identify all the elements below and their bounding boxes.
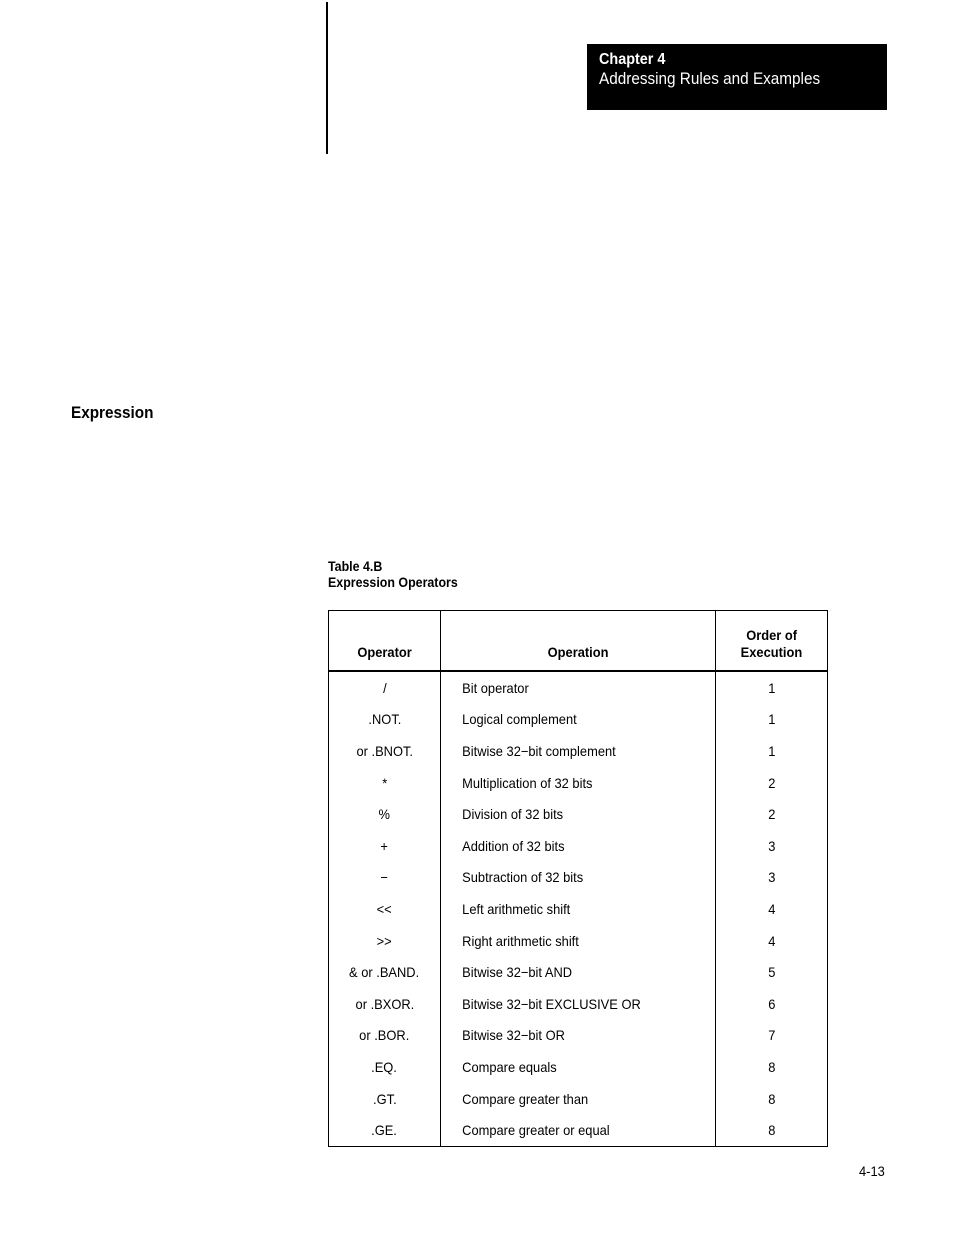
column-header-operator: Operator bbox=[329, 611, 441, 672]
operator-cell: % bbox=[378, 806, 391, 823]
operator-cell: >> bbox=[376, 932, 393, 949]
table-row bbox=[329, 862, 828, 894]
chapter-header bbox=[587, 44, 887, 110]
order-cell: 1 bbox=[716, 735, 828, 767]
operator-cell: + bbox=[380, 837, 389, 854]
table-row bbox=[329, 735, 828, 767]
chapter-label: Chapter 4 bbox=[599, 51, 666, 68]
operator-cell: & or .BAND. bbox=[349, 964, 420, 981]
table-row bbox=[329, 893, 828, 925]
order-cell: 4 bbox=[716, 925, 828, 957]
table-row bbox=[329, 798, 828, 830]
table-row bbox=[329, 671, 828, 704]
order-cell: 1 bbox=[716, 671, 828, 704]
operation-cell: Bitwise 32−bit OR bbox=[441, 1020, 716, 1052]
operation-cell: Compare greater than bbox=[441, 1083, 716, 1115]
table-caption bbox=[328, 559, 458, 591]
order-cell: 3 bbox=[716, 862, 828, 894]
order-cell: 8 bbox=[716, 1051, 828, 1083]
chapter-title: Addressing Rules and Examples bbox=[599, 69, 821, 88]
operator-cell: − bbox=[380, 869, 389, 886]
operation-cell: Logical complement bbox=[441, 704, 716, 736]
table-row bbox=[329, 925, 828, 957]
operator-cell: or .BOR. bbox=[359, 1027, 410, 1044]
order-cell: 7 bbox=[716, 1020, 828, 1052]
column-header-operation: Operation bbox=[441, 611, 716, 672]
table-title: Expression Operators bbox=[328, 575, 458, 590]
operation-cell: Division of 32 bits bbox=[441, 798, 716, 830]
operation-cell: Multiplication of 32 bits bbox=[441, 767, 716, 799]
order-cell: 4 bbox=[716, 893, 828, 925]
table-row bbox=[329, 1020, 828, 1052]
operator-cell: .GE. bbox=[371, 1122, 398, 1139]
operator-cell: << bbox=[376, 900, 393, 917]
table-row bbox=[329, 1083, 828, 1115]
table-header-row bbox=[329, 611, 828, 672]
section-heading: Expression bbox=[71, 403, 154, 422]
operation-cell: Right arithmetic shift bbox=[441, 925, 716, 957]
order-cell: 2 bbox=[716, 798, 828, 830]
margin-rule bbox=[326, 2, 328, 154]
column-header-order: Order of Execution bbox=[716, 611, 828, 672]
table-row bbox=[329, 704, 828, 736]
operator-cell: or .BNOT. bbox=[356, 742, 413, 759]
table-row bbox=[329, 830, 828, 862]
operation-cell: Bitwise 32−bit AND bbox=[441, 956, 716, 988]
operator-cell: or .BXOR. bbox=[355, 995, 414, 1012]
page-number: 4-13 bbox=[859, 1163, 885, 1179]
operator-cell: / bbox=[382, 679, 387, 696]
expression-operators-table bbox=[328, 610, 828, 1147]
operation-cell: Left arithmetic shift bbox=[441, 893, 716, 925]
table-row bbox=[329, 956, 828, 988]
order-cell: 8 bbox=[716, 1083, 828, 1115]
operation-cell: Subtraction of 32 bits bbox=[441, 862, 716, 894]
operator-cell: .NOT. bbox=[368, 711, 401, 728]
operation-cell: Addition of 32 bits bbox=[441, 830, 716, 862]
operation-cell: Bitwise 32−bit EXCLUSIVE OR bbox=[441, 988, 716, 1020]
operation-cell: Compare equals bbox=[441, 1051, 716, 1083]
table-row bbox=[329, 767, 828, 799]
operator-cell: .EQ. bbox=[371, 1058, 398, 1075]
table-row bbox=[329, 1051, 828, 1083]
order-cell: 1 bbox=[716, 704, 828, 736]
table-row bbox=[329, 988, 828, 1020]
operator-cell: .GT. bbox=[372, 1090, 397, 1107]
order-cell: 6 bbox=[716, 988, 828, 1020]
table-number: Table 4.B bbox=[328, 559, 383, 574]
table-row bbox=[329, 1114, 828, 1146]
operation-cell: Bitwise 32−bit complement bbox=[441, 735, 716, 767]
operation-cell: Compare greater or equal bbox=[441, 1114, 716, 1146]
order-cell: 8 bbox=[716, 1114, 828, 1146]
order-cell: 5 bbox=[716, 956, 828, 988]
order-cell: 3 bbox=[716, 830, 828, 862]
order-cell: 2 bbox=[716, 767, 828, 799]
operator-cell: * bbox=[381, 774, 388, 791]
operation-cell: Bit operator bbox=[441, 671, 716, 704]
